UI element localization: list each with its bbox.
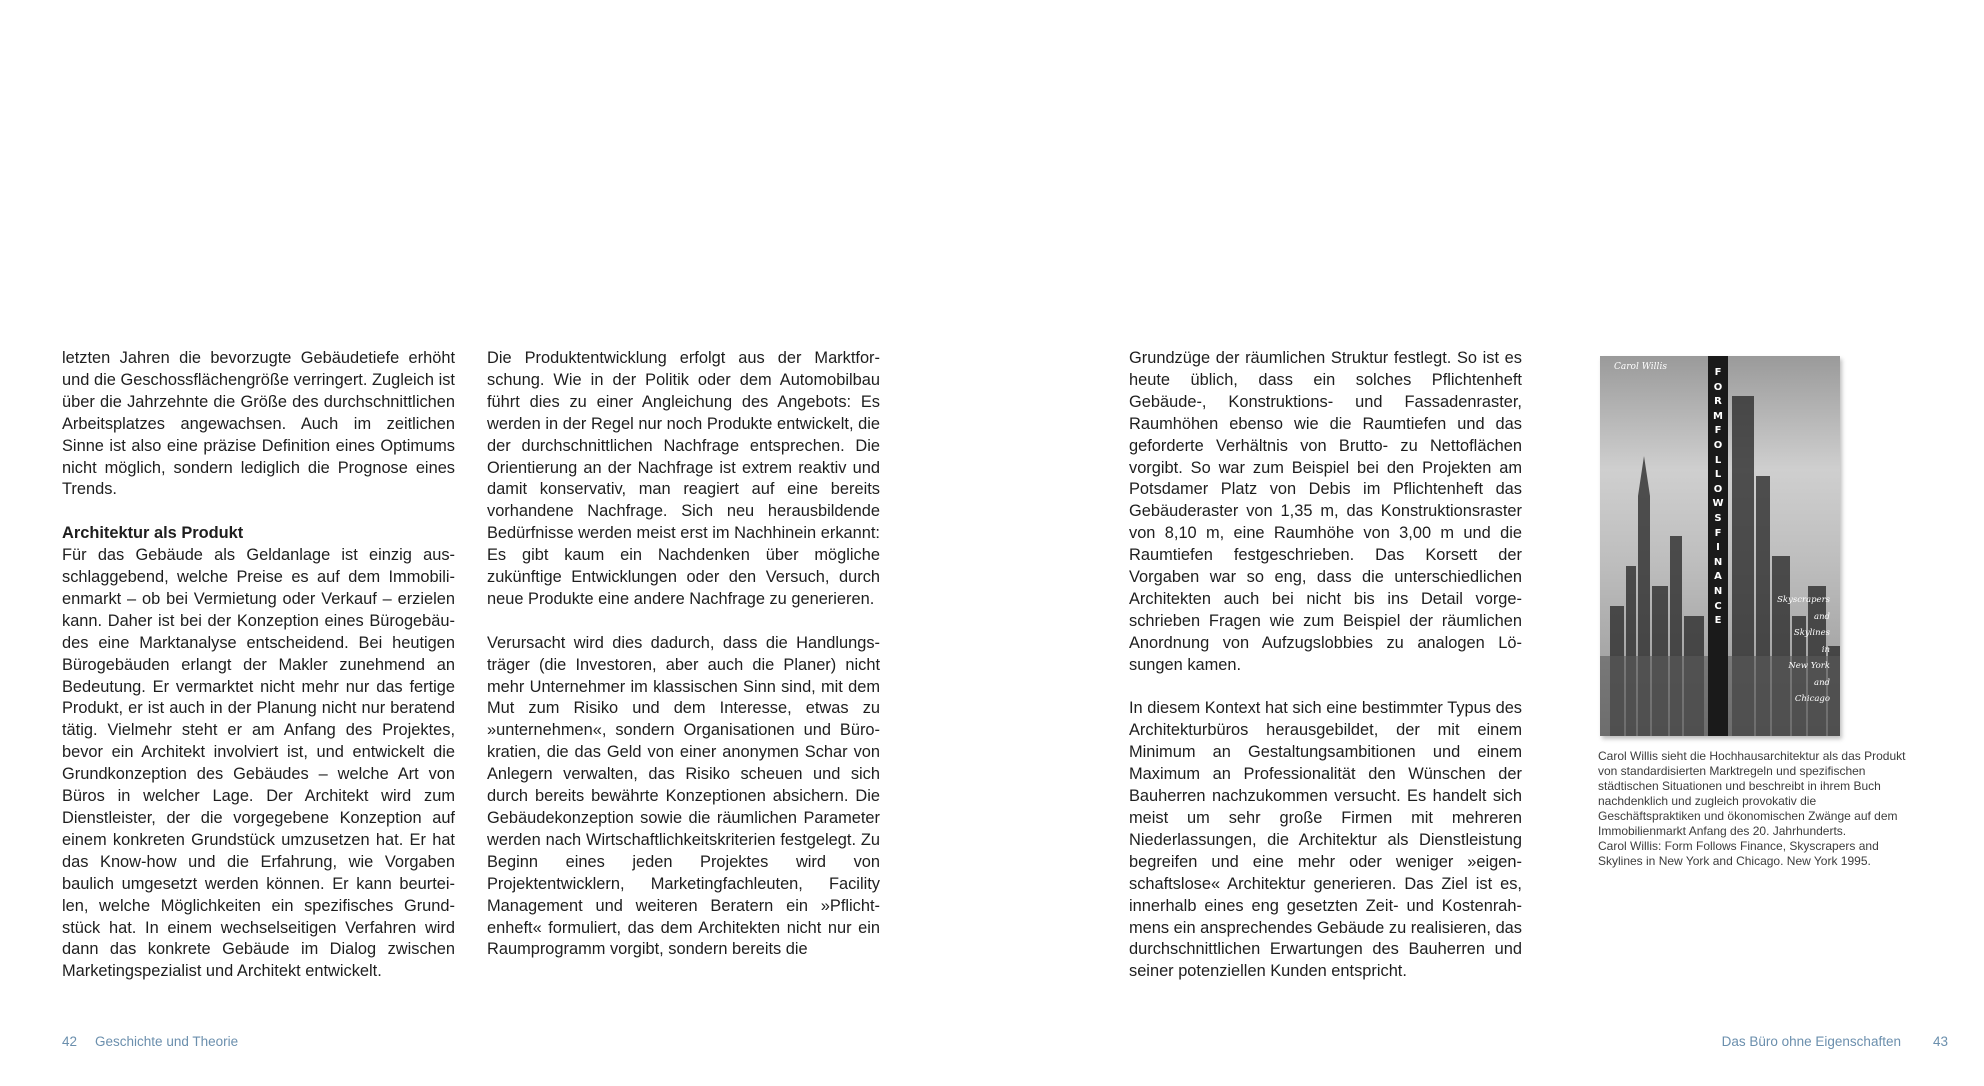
body-paragraph: Verursacht wird dies dadurch, dass die Handlungsträger (die Investoren, aber auch die Planer) nicht mehr Unternehmer im klassischen Sinn sind, mit dem Mut zum Risiko und dem Interesse, etwas zu »unternehmen«, sondern Organisationen und Bürokratien, die das Geld von einer anonymen Schar von Anlegern verwalten, das Risiko scheuen und sich durch bereits bewährte Konzeptionen absichern. Die Gebäudekonzeption sowie die räumlichen Parameter werden nach Wirtschaftlichkeitskriterien festgelegt. Zu Beginn eines jeden Projektes wird von Projektentwicklern, Marketingfachleuten, Facility Management und weiteren Beratern ein »Pflichtenheft« formuliert, das dem Architekten nicht nur ein Raumprogramm vorgibt, sondern bereits die: [487, 633, 880, 959]
subtitle-line: Skylines: [1793, 628, 1830, 638]
left-column-2: [487, 348, 880, 961]
body-paragraph: Für das Gebäude als Geldanlage ist einzig ausschlaggebend, welche Preise es auf dem Immobilienmarkt – ob bei Vermietung oder Verkauf – erzielen kann. Daher ist bei der Konzeption eines Bürogebäudes eine Marktanalyse entscheidend. Bei heutigen Bürogebäuden erlangt der Makler zunehmend an Bedeutung. Er vermarktet nicht mehr nur das fertige Produkt, er ist auch in der Planung nicht nur beratend tätig. Vielmehr steht er am Anfang des Projektes, bevor ein Architekt involviert ist, und entwickelt die Grundkonzeption des Gebäudes – welche Art von Büros in welcher Lage. Der Architekt wird zum Dienstleister, der die vorgegebene Konzeption auf einem konkreten Grundstück umzusetzen hat. Er hat das Know-how und die Erfahrung, wie Vorgaben baulich umgesetzt werden können. Er kann beurteilen, welche Möglichkeiten ein spezifisches Grundstück hat. In einem wechselseitigen Verfahren wird dann das konkrete Gebäude im Dialog zwischen Marketingspezialist und Architekt entwickelt.: [62, 546, 455, 981]
spine-letter: I: [1716, 542, 1720, 554]
subtitle-line: Skyscrapers: [1777, 595, 1830, 605]
spine-letter: C: [1714, 600, 1722, 612]
subtitle-line: and: [1814, 677, 1830, 688]
spine-letter: L: [1714, 454, 1722, 466]
book-subtitle: [1770, 592, 1830, 708]
caption-source: Carol Willis: Form Follows Finance, Skyscrapers and Skylines in New York and Chicago. New York 1995.: [1598, 839, 1879, 868]
right-page-footer: [1722, 1034, 1948, 1049]
body-paragraph: letzten Jahren die bevorzugte Gebäudetiefe erhöht und die Geschossflächengröße verringert. Zugleich ist über die Jahrzehnte die Größe des durchschnittlichen Arbeitsplatzes angewachsen. Auch im zeitlichen Sinne ist also eine präzise Definition eines Optimums nicht möglich, sondern lediglich die Prognose eines Trends.: [62, 349, 455, 499]
spine-letter: F: [1714, 527, 1722, 539]
subtitle-line: Chicago: [1794, 694, 1830, 704]
spine-letter: F: [1714, 425, 1722, 437]
page-number: 43: [1932, 1034, 1948, 1049]
section-heading: Architektur als Produkt: [62, 524, 244, 543]
spine-letter: O: [1713, 381, 1723, 393]
subtitle-line: in: [1821, 644, 1830, 655]
body-paragraph: Grundzüge der räumlichen Struktur festlegt. So ist es heute üblich, dass ein solches Pflichtenheft Gebäude-, Konstruktions- und Fassadenraster, Raumhöhen ebenso wie die Raumtiefen und das geforderte Verhältnis von Brutto- zu Nettoflächen vorgibt. So war zum Beispiel bei den Projekten am Potsdamer Platz von Debis im Pflichtenheft das Gebäuderaster von 1,35 m, das Konstruktionsraster von 8,10 m, eine Raumhöhe von 3,00 m und die Raumtiefen festgeschrieben. Das Korsett der Vorgaben war so eng, dass die unterschiedlichen Architekten auch bei nicht bis ins Detail vorgeschrieben Fragen wie zum Beispiel der räumlichen Anordnung von Aufzugslobbies zu analogen Lösungen kamen.: [1129, 349, 1522, 674]
spine-letter: A: [1714, 571, 1722, 583]
body-paragraph: Die Produktentwicklung erfolgt aus der Marktforschung. Wie in der Politik oder dem Automobilbau führt dies zu einer Angleichung des Angebots: Es werden in der Regel nur noch Produkte entwickelt, die der durchschnittlichen Nachfrage entsprechen. Die Orientierung an der Nachfrage ist extrem reaktiv und damit konservativ, man reagiert auf eine bereits vorhandene Nachfrage. Sich neu herausbildende Bedürfnisse werden meist erst im Nachhinein erkannt: Es gibt kaum ein Nachdenken über mögliche zukünftige Entwicklungen oder den Versuch, durch neue Produkte eine andere Nachfrage zu generieren.: [487, 349, 880, 608]
spine-letter: O: [1713, 439, 1723, 451]
running-section-title: Geschichte und Theorie: [95, 1034, 239, 1049]
spine-letter: N: [1713, 585, 1723, 597]
left-column-1: [62, 348, 455, 983]
caption-text: Carol Willis sieht die Hochhausarchitektur als das Produkt von standardisierten Marktregeln und spezifischen städtischen Situationen und beschreibt in ihrem Buch nachdenklich und zugleich provokativ die Geschäftspraktiken und ökonomischen Zwänge auf dem Immobilienmarkt Anfang des 20. Jahrhunderts.: [1598, 749, 1906, 838]
spine-letter: W: [1712, 498, 1724, 510]
spine-letter: L: [1714, 469, 1722, 481]
book-spine-title: [1708, 356, 1728, 736]
subtitle-line: New York: [1788, 661, 1830, 671]
page-number: 42: [62, 1034, 78, 1049]
spine-letter: M: [1713, 410, 1723, 422]
right-column-1: [1129, 348, 1522, 983]
spine-letter: S: [1714, 512, 1722, 524]
spine-letter: E: [1714, 615, 1722, 627]
book-author: Carol Willis: [1614, 362, 1667, 372]
spine-letter: O: [1713, 483, 1723, 495]
spine-letter: F: [1714, 367, 1722, 378]
spine-letter: N: [1713, 556, 1723, 568]
book-cover-image: [1600, 356, 1840, 736]
running-section-title: Das Büro ohne Eigenschaften: [1721, 1034, 1901, 1049]
left-page-footer: [62, 1034, 238, 1049]
body-paragraph: In diesem Kontext hat sich eine bestimmter Typus des Architekturbüros herausgebildet, der mit einem Minimum an Gestaltungsambitionen und einem Maximum an Professionalität den Wünschen der Bauherren nachzukommen versucht. Es handelt sich meist um sehr große Firmen mit mehreren Niederlassungen, die Architektur als Dienstleistung begreifen und eine mehr oder weniger »eigenschaftslose« Architektur generieren. Das Ziel ist es, innerhalb eines eng gesetzten Zeit- und Kostenrahmens ein ansprechendes Gebäude zu realisieren, das durchschnittlichen Erwartungen des Bauherren und seiner potenziellen Kunden entspricht.: [1129, 699, 1522, 981]
spine-letter: R: [1714, 396, 1722, 408]
image-caption: [1598, 749, 1918, 869]
subtitle-line: and: [1814, 611, 1830, 622]
